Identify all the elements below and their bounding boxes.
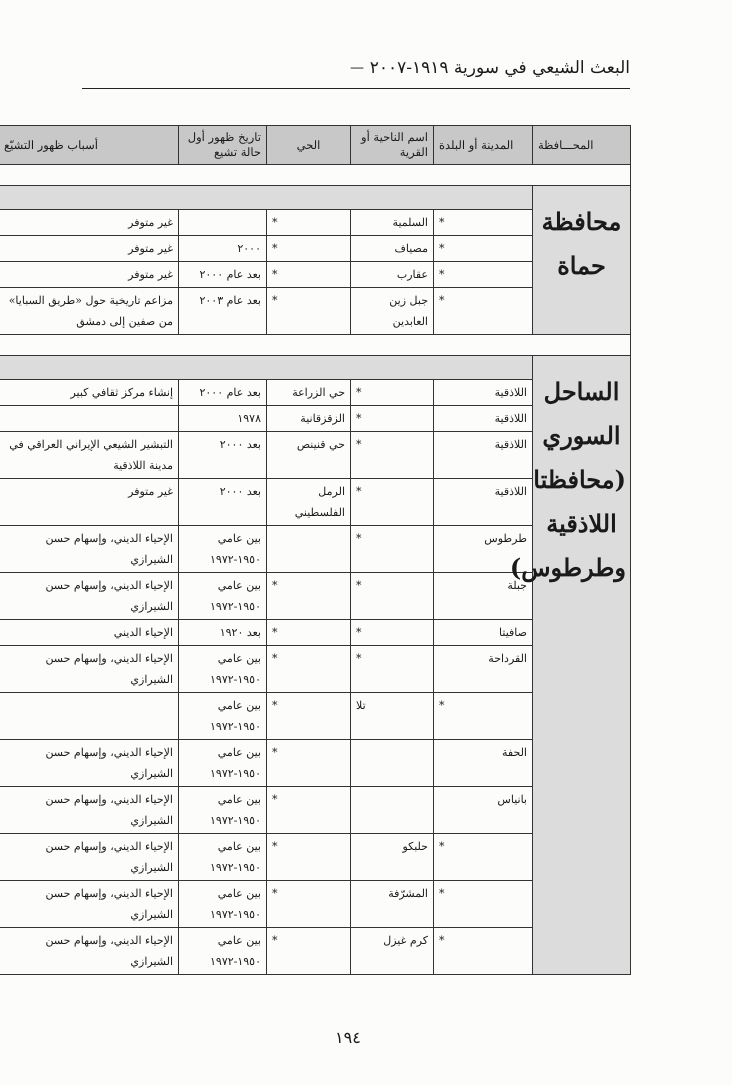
cell-reasons: التبشير الشيعي الإيراني العراقي في مدينة اللاذقية	[0, 432, 179, 479]
cell-reasons: الإحياء الديني، وإسهام حسن الشيرازي	[0, 740, 179, 787]
cell-neighborhood: *	[267, 210, 351, 236]
cell-neighborhood: *	[267, 262, 351, 288]
spacer-row	[0, 165, 631, 186]
cell-date	[179, 210, 267, 236]
cell-reasons	[0, 693, 179, 740]
cell-city: اللاذقية	[434, 432, 533, 479]
cell-city: طرطوس	[434, 526, 533, 573]
cell-date: بين عامي ١٩٥٠-١٩٧٢	[179, 693, 267, 740]
cell-district: *	[351, 646, 434, 693]
cell-district	[351, 740, 434, 787]
cell-district	[351, 787, 434, 834]
cell-date: بين عامي ١٩٥٠-١٩٧٢	[179, 646, 267, 693]
cell-reasons: الإحياء الديني، وإسهام حسن الشيرازي	[0, 573, 179, 620]
cell-reasons: الإحياء الديني، وإسهام حسن الشيرازي	[0, 928, 179, 975]
cell-neighborhood: *	[267, 646, 351, 693]
cell-date: بين عامي ١٩٥٠-١٩٧٢	[179, 573, 267, 620]
cell-reasons: غير متوفر	[0, 262, 179, 288]
cell-city: صافيتا	[434, 620, 533, 646]
cell-city: *	[434, 210, 533, 236]
cell-reasons: مزاعم تاريخية حول «طريق السبايا» من صفين إلى دمشق	[0, 288, 179, 335]
cell-date: ١٩٧٨	[179, 406, 267, 432]
cell-district: *	[351, 380, 434, 406]
cell-district: عقارب	[351, 262, 434, 288]
cell-neighborhood	[267, 526, 351, 573]
cell-neighborhood: *	[267, 787, 351, 834]
cell-neighborhood: حي قنينص	[267, 432, 351, 479]
cell-city: *	[434, 693, 533, 740]
cell-neighborhood: *	[267, 288, 351, 335]
cell-neighborhood: *	[267, 573, 351, 620]
cell-district: *	[351, 432, 434, 479]
col-header-reasons: أسباب ظهور التشيّع	[0, 126, 179, 165]
cell-reasons	[0, 406, 179, 432]
cell-city: القرداحة	[434, 646, 533, 693]
spacer-row	[0, 335, 631, 356]
cell-reasons: إنشاء مركز ثقافي كبير	[0, 380, 179, 406]
cell-date: بعد ١٩٢٠	[179, 620, 267, 646]
cell-city: الحفة	[434, 740, 533, 787]
cell-reasons: الإحياء الديني	[0, 620, 179, 646]
governorate-coast: الساحل السوري (محافظتا اللاذقية وطرطوس)	[533, 356, 631, 975]
cell-city: اللاذقية	[434, 406, 533, 432]
cell-city: بانياس	[434, 787, 533, 834]
cell-date: بعد عام ٢٠٠٠	[179, 380, 267, 406]
cell-district: *	[351, 620, 434, 646]
cell-district: حلبكو	[351, 834, 434, 881]
col-header-city: المدينة أو البلدة	[434, 126, 533, 165]
cell-date: بين عامي ١٩٥٠-١٩٧٢	[179, 928, 267, 975]
header-rule	[82, 88, 630, 89]
cell-neighborhood: حي الزراعة	[267, 380, 351, 406]
running-header: البعث الشيعي في سورية ١٩١٩-٢٠٠٧	[369, 58, 630, 78]
cell-date: بين عامي ١٩٥٠-١٩٧٢	[179, 526, 267, 573]
col-header-district: اسم الناحية أو القرية	[351, 126, 434, 165]
col-header-neighborhood: الحي	[267, 126, 351, 165]
cell-neighborhood: *	[267, 236, 351, 262]
cell-neighborhood: *	[267, 881, 351, 928]
cell-district: المشرّفة	[351, 881, 434, 928]
cell-city: اللاذقية	[434, 380, 533, 406]
cell-date: بين عامي ١٩٥٠-١٩٧٢	[179, 834, 267, 881]
cell-date: بعد عام ٢٠٠٣	[179, 288, 267, 335]
cell-reasons: غير متوفر	[0, 236, 179, 262]
cell-district: *	[351, 526, 434, 573]
cell-district: تلا	[351, 693, 434, 740]
cell-city: *	[434, 881, 533, 928]
cell-city: جبلة	[434, 573, 533, 620]
cell-date: بين عامي ١٩٥٠-١٩٧٢	[179, 881, 267, 928]
header-dash: —	[350, 60, 364, 76]
cell-district: *	[351, 573, 434, 620]
col-header-date: تاريخ ظهور أول حالة تشيع	[179, 126, 267, 165]
cell-date: بعد ٢٠٠٠	[179, 479, 267, 526]
cell-reasons: الإحياء الديني، وإسهام حسن الشيرازي	[0, 646, 179, 693]
cell-district: السلمية	[351, 210, 434, 236]
cell-city: *	[434, 236, 533, 262]
cell-district: مصياف	[351, 236, 434, 262]
cell-neighborhood: *	[267, 740, 351, 787]
cell-reasons: غير متوفر	[0, 479, 179, 526]
cell-city: *	[434, 834, 533, 881]
cell-neighborhood: *	[267, 834, 351, 881]
section-band-coast	[0, 356, 631, 380]
cell-date: بعد عام ٢٠٠٠	[179, 262, 267, 288]
cell-city: اللاذقية	[434, 479, 533, 526]
cell-date: ٢٠٠٠	[179, 236, 267, 262]
page-number: ١٩٤	[335, 1028, 361, 1047]
cell-neighborhood: *	[267, 693, 351, 740]
cell-district: *	[351, 406, 434, 432]
cell-reasons: الإحياء الديني، وإسهام حسن الشيرازي	[0, 787, 179, 834]
cell-date: بين عامي ١٩٥٠-١٩٧٢	[179, 787, 267, 834]
cell-neighborhood: الرمل الفلسطيني	[267, 479, 351, 526]
cell-date: بين عامي ١٩٥٠-١٩٧٢	[179, 740, 267, 787]
cell-city: *	[434, 262, 533, 288]
section-band-hama	[0, 186, 631, 210]
cell-reasons: الإحياء الديني، وإسهام حسن الشيرازي	[0, 881, 179, 928]
cell-reasons: غير متوفر	[0, 210, 179, 236]
cell-district: جبل زين العابدين	[351, 288, 434, 335]
cell-neighborhood: *	[267, 928, 351, 975]
governorate-hama: محافظة حماة	[533, 186, 631, 335]
table-header-row	[0, 126, 631, 165]
cell-district: *	[351, 479, 434, 526]
cell-reasons: الإحياء الديني، وإسهام حسن الشيرازي	[0, 834, 179, 881]
cell-city: *	[434, 288, 533, 335]
cell-district: كرم غيزل	[351, 928, 434, 975]
cell-reasons: الإحياء الديني، وإسهام حسن الشيرازي	[0, 526, 179, 573]
col-header-governorate: المحـــافظة	[533, 126, 631, 165]
cell-date: بعد ٢٠٠٠	[179, 432, 267, 479]
cell-neighborhood: الزقزقانية	[267, 406, 351, 432]
shia-spread-table	[0, 125, 631, 975]
cell-neighborhood: *	[267, 620, 351, 646]
cell-city: *	[434, 928, 533, 975]
